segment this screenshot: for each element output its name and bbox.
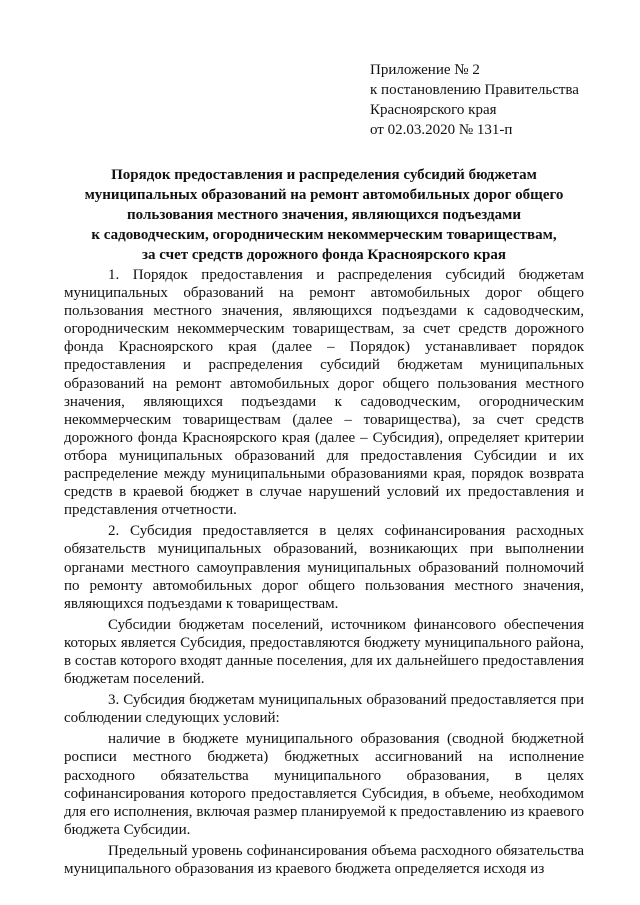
title-line: Порядок предоставления и распределения субсидий бюджетам <box>111 167 537 183</box>
paragraph-cofinancing-level: Предельный уровень софинансирования объема расходного обязательства муниципального образования из краевого бюджета определяется исходя из <box>64 842 584 877</box>
paragraph-2: 2. Субсидия предоставляется в целях софинансирования расходных обязательств муниципальных образований, возникающих при выполнении органами местного самоуправления муниципальных образований полномочий по ремонту автомобильных дорог общего пользования местного значения, являющихся подъездами к товариществам. <box>64 523 584 612</box>
document-title <box>64 165 584 265</box>
paragraph-3: 3. Субсидия бюджетам муниципальных образований предоставляется при соблюдении следующих условий: <box>64 692 584 727</box>
annex-region: Красноярского края <box>370 102 497 118</box>
paragraph-1: 1. Порядок предоставления и распределения субсидий бюджетам муниципальных образований на ремонт автомобильных дорог общего пользования местного значения, являющихся подъездами к садоводческим, огородническим некоммерческим товариществам, за счет средств дорожного фонда Красноярского края (далее – Порядок) устанавливает порядок предоставления и распределения субсидий бюджетам муниципальных образований на ремонт автомобильных дорог общего пользования местного значения, являющихся подъездами к садоводческим, огородническим некоммерческим товариществам (далее – товарищества), за счет средств дорожного фонда Красноярского края (далее – Субсидия), определяет критерии отбора муниципальных образований для предоставления Субсидии и их распределение между муниципальными образованиями края, порядок возврата средств в краевой бюджет в случае нарушений условий их предоставления и представления отчетности. <box>64 267 584 519</box>
title-line: муниципальных образований на ремонт автомобильных дорог общего <box>84 187 564 203</box>
annex-number: Приложение № 2 <box>370 62 480 78</box>
title-line: за счет средств дорожного фонда Красноярского края <box>142 247 506 263</box>
annex-date-number: от 02.03.2020 № 131-п <box>370 122 513 138</box>
annex-resolution: к постановлению Правительства <box>370 82 579 98</box>
title-line: пользования местного значения, являющихся подъездами <box>127 207 521 223</box>
paragraph-subsidies-settlements: Субсидии бюджетам поселений, источником финансового обеспечения которых является Субсидия, предоставляются бюджету муниципального района, в состав которого входят данные поселения, для их дальнейшего предоставления бюджетам поселений. <box>64 616 584 688</box>
paragraph-condition: наличие в бюджете муниципального образования (сводной бюджетной росписи местного бюджета) бюджетных ассигнований на исполнение расходного обязательства муниципального образования, в целях софинансирования которого предоставляется Субсидия, в объеме, необходимом для его исполнения, включая размер планируемой к предоставлению из краевого бюджета Субсидии. <box>64 731 584 838</box>
title-line: к садоводческим, огородническим некоммерческим товариществам, <box>91 227 557 243</box>
annex-header <box>370 60 620 140</box>
document-body <box>64 266 584 881</box>
